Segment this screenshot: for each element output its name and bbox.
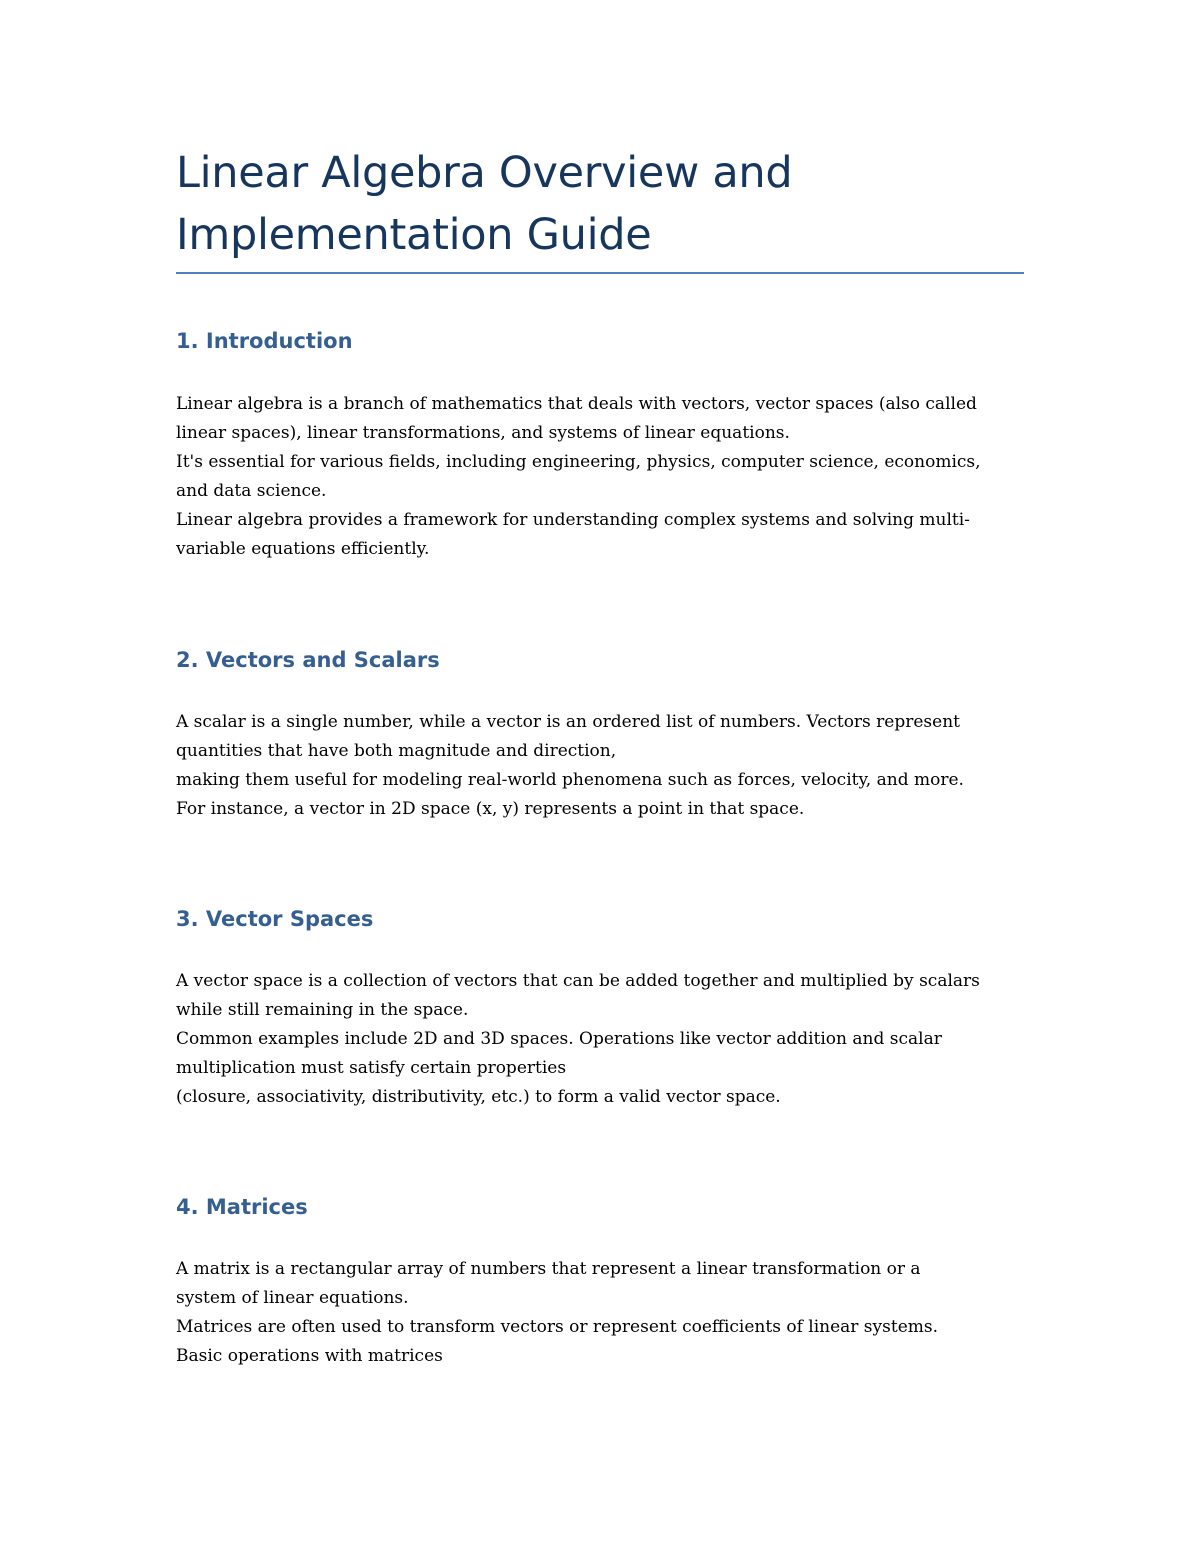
body-line: Common examples include 2D and 3D spaces. Operations like vector addition and scalar xyxy=(176,1029,942,1049)
body-line: linear spaces), linear transformations, and systems of linear equations. xyxy=(176,423,790,443)
title-line: Implementation Guide xyxy=(176,210,652,260)
body-line: quantities that have both magnitude and direction, xyxy=(176,741,617,761)
body-line: (closure, associativity, distributivity, etc.) to form a valid vector space. xyxy=(176,1087,781,1107)
section-body-vector-spaces xyxy=(176,967,1046,1112)
body-line: system of linear equations. xyxy=(176,1288,409,1308)
section-body-vectors-and-scalars xyxy=(176,708,1046,824)
body-line: Matrices are often used to transform vectors or represent coefficients of linear systems. xyxy=(176,1317,939,1337)
section-heading-vector-spaces: 3. Vector Spaces xyxy=(176,907,374,931)
body-line: A matrix is a rectangular array of numbers that represent a linear transformation or a xyxy=(176,1259,921,1279)
section-heading-matrices: 4. Matrices xyxy=(176,1195,308,1219)
section-heading-introduction: 1. Introduction xyxy=(176,329,353,353)
section-body-matrices xyxy=(176,1255,1046,1371)
title-underline-rule xyxy=(176,272,1024,274)
body-line: Linear algebra is a branch of mathematics that deals with vectors, vector spaces (also called xyxy=(176,394,977,414)
title-line: Linear Algebra Overview and xyxy=(176,148,793,198)
body-line: Basic operations with matrices xyxy=(176,1346,443,1366)
body-line: A scalar is a single number, while a vector is an ordered list of numbers. Vectors represent xyxy=(176,712,961,732)
body-line: It's essential for various fields, including engineering, physics, computer science, economics, xyxy=(176,452,981,472)
body-line: while still remaining in the space. xyxy=(176,1000,469,1020)
body-line: variable equations efficiently. xyxy=(176,539,430,559)
section-heading-vectors-and-scalars: 2. Vectors and Scalars xyxy=(176,648,440,672)
section-body-introduction xyxy=(176,390,1046,564)
body-line: and data science. xyxy=(176,481,327,501)
body-line: multiplication must satisfy certain properties xyxy=(176,1058,567,1078)
body-line: A vector space is a collection of vectors that can be added together and multiplied by scalars xyxy=(176,971,980,991)
body-line: Linear algebra provides a framework for understanding complex systems and solving multi- xyxy=(176,510,970,530)
document-title xyxy=(176,142,1024,266)
body-line: For instance, a vector in 2D space (x, y) represents a point in that space. xyxy=(176,799,805,819)
body-line: making them useful for modeling real-world phenomena such as forces, velocity, and more. xyxy=(176,770,964,790)
